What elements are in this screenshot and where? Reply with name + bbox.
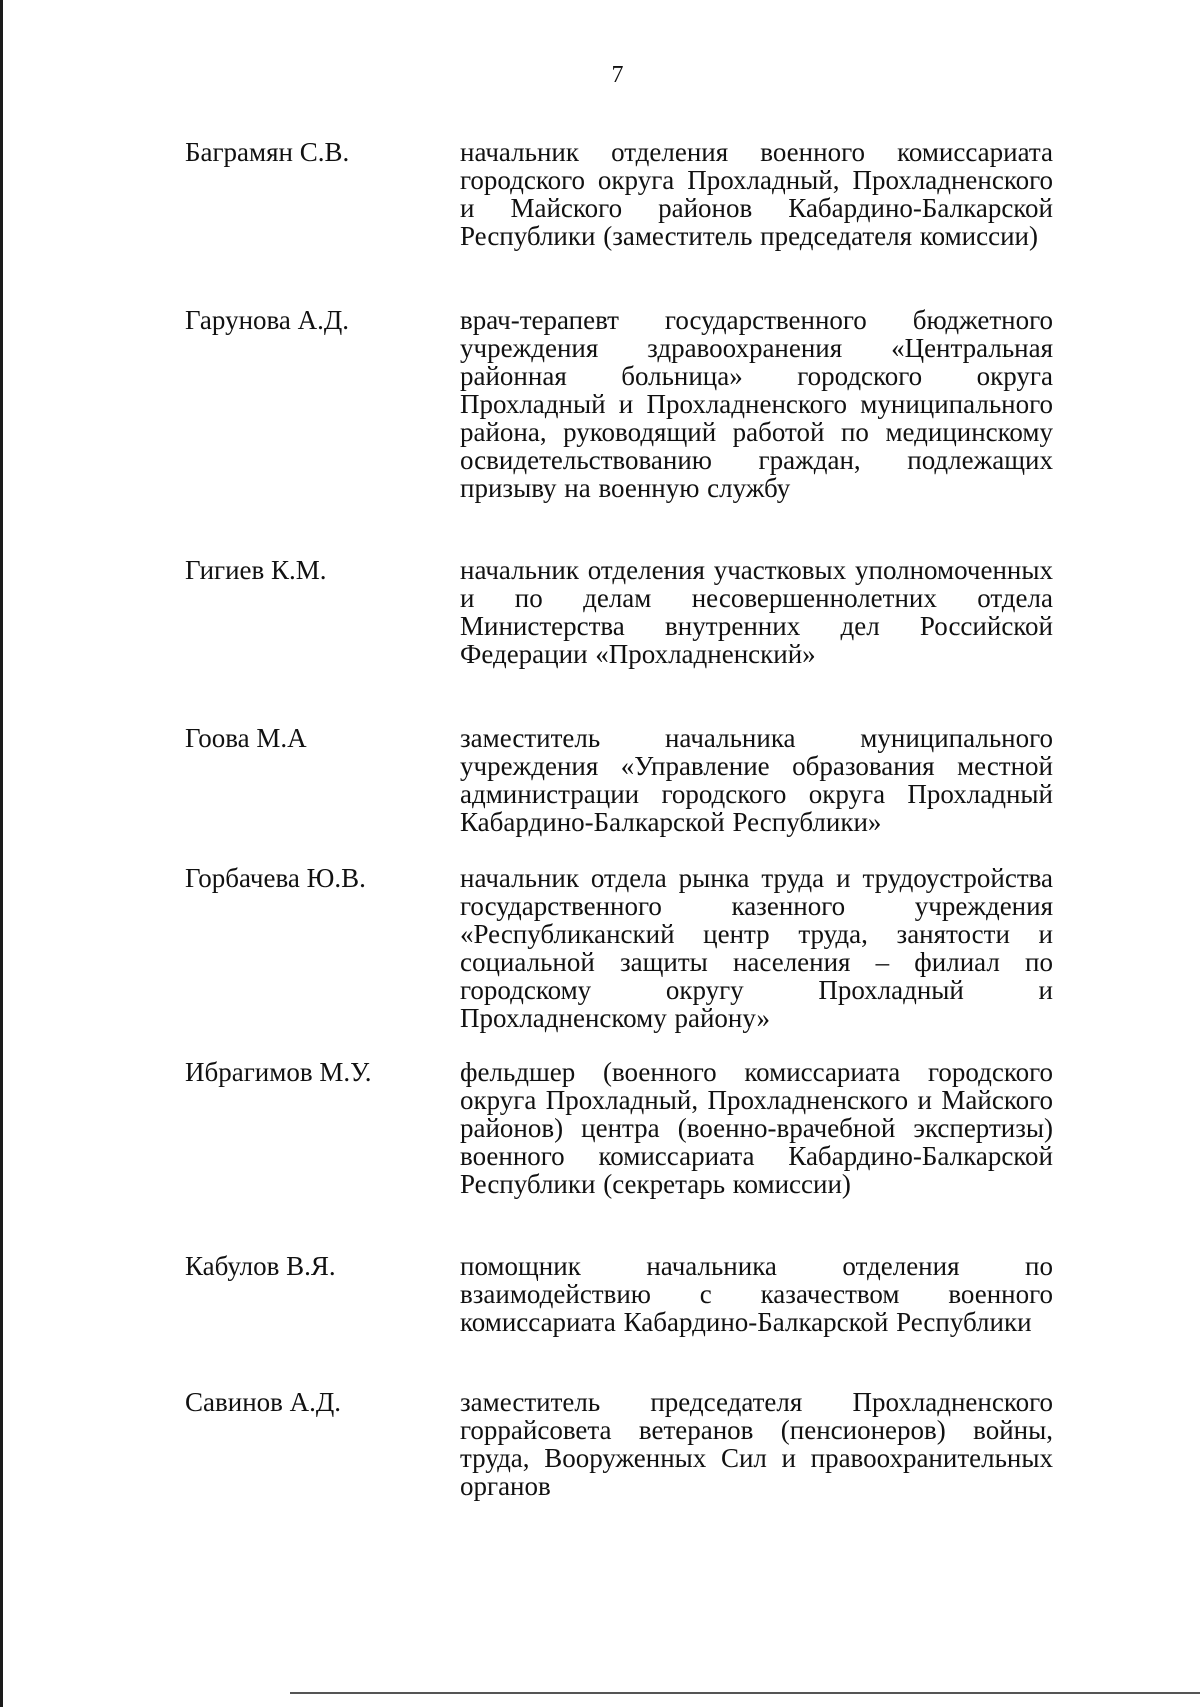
member-name: Савинов А.Д. [185,1387,342,1417]
member-name: Ибрагимов М.У. [185,1057,372,1087]
member-name: Гоова М.А [185,723,307,753]
member-description: начальник отдела рынка труда и трудоустройства государственного казенного учреждения «Республиканский центр труда, занятости и социальной защиты населения – филиал по городскому округу Прохладный и Прохладненскому району» [460,863,1053,1033]
member-description: врач-терапевт государственного бюджетного учреждения здравоохранения «Центральная районная больница» городского округа Прохладный и Прохладненского муниципального района, руководящий работой по медицинскому освидетельствованию граждан, подлежащих призыву на военную службу [460,305,1053,503]
member-description: заместитель председателя Прохладненского горрайсовета ветеранов (пенсионеров) войны, труда, Вооруженных Сил и правоохранительных органов [460,1387,1053,1501]
member-description: заместитель начальника муниципального учреждения «Управление образования местной администрации городского округа Прохладный Кабардино-Балкарской Республики» [460,723,1053,837]
page-number: 7 [611,62,624,88]
member-name: Гигиев К.М. [185,555,327,585]
member-description: фельдшер (военного комиссариата городского округа Прохладный, Прохладненского и Майского районов) центра (военно-врачебной экспертизы) военного комиссариата Кабардино-Балкарской Республики (секретарь комиссии) [460,1057,1053,1199]
scan-bottom-edge [290,1692,1200,1694]
member-description: начальник отделения военного комиссариата городского округа Прохладный, Прохладненского и Майского районов Кабардино-Балкарской Республики (заместитель председателя комиссии) [460,137,1053,251]
member-name: Гарунова А.Д. [185,305,350,335]
member-description: помощник начальника отделения по взаимодействию с казачеством военного комиссариата Кабардино-Балкарской Республики [460,1251,1053,1337]
member-name: Горбачева Ю.В. [185,863,366,893]
member-name: Кабулов В.Я. [185,1251,336,1281]
member-description: начальник отделения участковых уполномоченных и по делам несовершеннолетних отдела Министерства внутренних дел Российской Федерации «Прохладненский» [460,555,1053,669]
member-name: Баграмян С.В. [185,137,350,167]
scan-left-edge [0,0,3,1707]
